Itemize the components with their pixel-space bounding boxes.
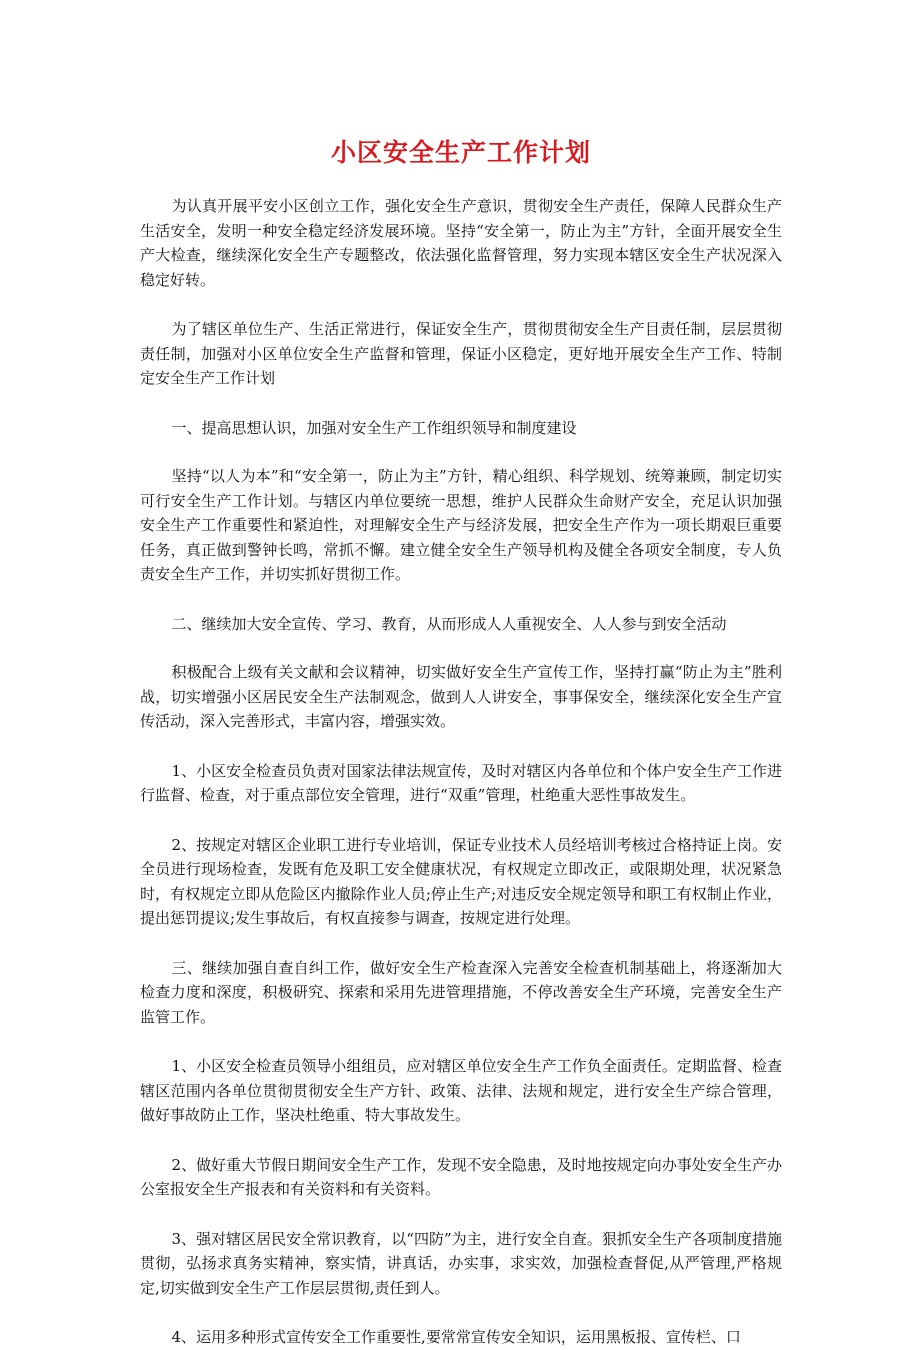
intro-paragraph: 为认真开展平安小区创立工作，强化安全生产意识，贯彻安全生产责任，保障人民群众生产生活安全，发明一种安全稳定经济发展环境。坚持“安全第一，防止为主”方针，全面开展安全生产大检查，继续深化安全生产专题整改，依法强化监督管理，努力实现本辖区安全生产状况深入稳定好转。 [140,197,782,289]
section-2-item-1: 1、小区安全检查员负责对国家法律法规宣传，及时对辖区内各单位和个体户安全生产工作进行监督、检查，对于重点部位安全管理，进行“双重”管理，杜绝重大恶性事故发生。 [140,761,782,804]
purpose-paragraph: 为了辖区单位生产、生活正常进行，保证安全生产，贯彻贯彻安全生产目责任制，层层贯彻责任制，加强对小区单位安全生产监督和管理，保证小区稳定，更好地开展安全生产工作、特制定安全生产工作计划 [140,320,782,387]
section-3-item-3: 3、强对辖区居民安全常识教育，以“四防”为主，进行安全自查。狠抓安全生产各项制度措施贯彻，弘扬求真务实精神，察实情，讲真话，办实事，求实效，加强检查督促,从严管理,严格规定,切实做到安全生产工作层层贯彻,责任到人。 [140,1229,782,1297]
document-page [140,130,782,1350]
section-heading-1: 一、提高思想认识，加强对安全生产工作组织领导和制度建设 [171,418,577,437]
section-3-item-2: 2、做好重大节假日期间安全生产工作，发现不安全隐患，及时地按规定向办事处安全生产办公室报安全生产报表和有关资料和有关资料。 [140,1155,782,1198]
section-heading-3: 三、继续加强自查自纠工作，做好安全生产检查深入完善安全检查机制基础上，将逐渐加大检查力度和深度，积极研究、探索和采用先进管理措施，不停改善安全生产环境，完善安全生产监管工作。 [140,958,782,1026]
section-1-paragraph: 坚持“以人为本”和“安全第一，防止为主”方针，精心组织、科学规划、统筹兼顾，制定切实可行安全生产工作计划。与辖区内单位要统一思想，维护人民群众生命财产安全，充足认识加强安全生产工作重要性和紧迫性，对理解安全生产与经济发展，把安全生产作为一项长期艰巨重要任务，真正做到警钟长鸣，常抓不懈。建立健全安全生产领导机构及健全各项安全制度，专人负责安全生产工作，并切实抓好贯彻工作。 [140,467,782,583]
section-2-item-2: 2、按规定对辖区企业职工进行专业培训，保证专业技术人员经培训考核过合格持证上岗。安全员进行现场检查，发既有危及职工安全健康状况，有权规定立即改正，或限期处理，状况紧急时，有权规定立即从危险区内撤除作业人员;停止生产;对违反安全规定领导和职工有权制止作业，提出惩罚提议;发生事故后，有权直接参与调查，按规定进行处理。 [140,835,782,927]
document-title: 小区安全生产工作计划 [330,138,591,167]
section-2-paragraph: 积极配合上级有关文献和会议精神，切实做好安全生产宣传工作，坚持打赢“防止为主”胜利战，切实增强小区居民安全生产法制观念，做到人人讲安全，事事保安全，继续深化安全生产宣传活动，深入完善形式，丰富内容，增强实效。 [140,663,782,730]
section-3-item-4: 4、运用多种形式宣传安全工作重要性,要常常宣传安全知识，运用黑板报、宣传栏、口 [171,1328,741,1346]
section-heading-2: 二、继续加大安全宣传、学习、教育，从而形成人人重视安全、人人参与到安全活动 [171,614,727,633]
section-3-item-1: 1、小区安全检查员领导小组组员，应对辖区单位安全生产工作负全面责任。定期监督、检查辖区范围内各单位贯彻贯彻安全生产方针、政策、法律、法规和规定，进行安全生产综合管理，做好事故防止工作，坚决杜绝重、特大事故发生。 [140,1057,782,1124]
